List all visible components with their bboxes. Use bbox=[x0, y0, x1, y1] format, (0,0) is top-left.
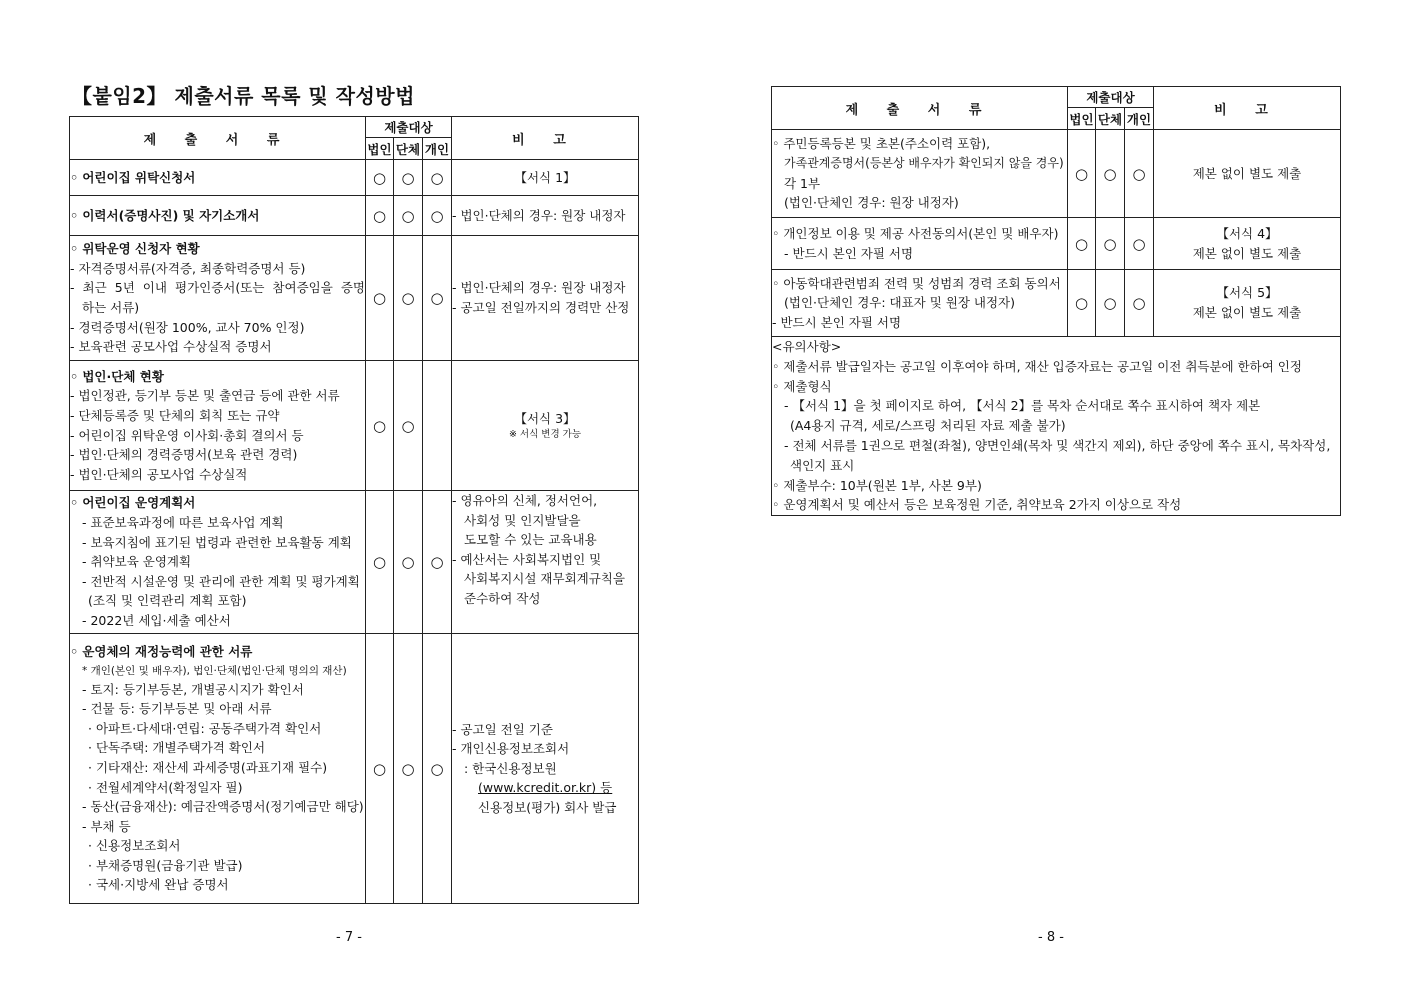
notes-cell bbox=[772, 337, 1341, 516]
note-cell bbox=[1154, 270, 1341, 337]
table-row bbox=[772, 337, 1341, 516]
doc-item bbox=[772, 270, 1068, 337]
note-line: ※ 서식 변경 가능 bbox=[508, 429, 582, 441]
mark-group: ○ bbox=[1096, 270, 1125, 337]
doc-item-line: - 경력증명서(원장 100%, 교사 70% 인정) bbox=[70, 319, 305, 335]
doc-item-line: - 법인정관, 등기부 등본 및 출연금 등에 관한 서류 bbox=[70, 388, 340, 404]
note-line: 제본 없이 별도 제출 bbox=[1192, 305, 1302, 320]
note-line: 도모할 수 있는 교육내용 bbox=[464, 532, 597, 548]
doc-item-line: - 전반적 시설운영 및 관리에 관한 계획 및 평가계획 bbox=[82, 573, 360, 589]
note-line: 【서식 4】 bbox=[1216, 225, 1278, 241]
note-cell bbox=[452, 361, 639, 491]
mark-individual: ○ bbox=[423, 491, 452, 634]
table-row bbox=[70, 236, 639, 361]
notes-line: (A4용지 규격, 세로/스프링 처리된 자료 제출 불가) bbox=[790, 418, 1066, 434]
doc-item-line: - 법인·단체의 공모사업 수상실적 bbox=[70, 466, 248, 482]
header-group: 단체 bbox=[1096, 108, 1125, 130]
note-line: : 한국신용정보원 bbox=[464, 760, 557, 776]
mark-corp: ○ bbox=[1068, 218, 1096, 270]
doc-item-line: · 아파트·다세대·연립: 공동주택가격 확인서 bbox=[88, 720, 322, 736]
note-cell bbox=[1154, 218, 1341, 270]
table-row bbox=[772, 218, 1341, 270]
mark-individual bbox=[423, 361, 452, 491]
doc-item-line: - 단체등록증 및 단체의 회칙 또는 규약 bbox=[70, 407, 280, 423]
doc-item-title: ◦ 이력서(증명사진) 및 자기소개서 bbox=[70, 196, 366, 236]
submission-documents-table bbox=[69, 116, 639, 904]
doc-item-line: - 표준보육과정에 따른 보육사업 계획 bbox=[82, 515, 284, 531]
doc-item bbox=[772, 218, 1068, 270]
header-corp: 법인 bbox=[1068, 108, 1096, 130]
notes-line: ◦ 운영계획서 및 예산서 등은 보육정원 기준, 취약보육 2가지 이상으로 작성 bbox=[772, 497, 1182, 513]
header-note: 비 고 bbox=[452, 117, 639, 160]
doc-item-title: ◦ 법인·단체 현황 bbox=[70, 368, 164, 384]
mark-individual: ○ bbox=[423, 196, 452, 236]
mark-group: ○ bbox=[1096, 130, 1125, 218]
mark-individual: ○ bbox=[423, 160, 452, 196]
doc-item-line: - 동산(금융재산): 예금잔액증명서(정기예금만 해당) bbox=[82, 799, 364, 815]
header-individual: 개인 bbox=[1125, 108, 1154, 130]
submission-documents-table-continued bbox=[771, 86, 1341, 516]
note-line: 제본 없이 별도 제출 bbox=[1192, 245, 1302, 261]
table-row bbox=[70, 160, 639, 196]
note-line: 사회성 및 인지발달을 bbox=[464, 512, 581, 528]
note-line: - 공고일 전일까지의 경력만 산정 bbox=[452, 300, 630, 315]
doc-item-line: - 자격증명서류(자격증, 최종학력증명서 등) bbox=[70, 260, 306, 276]
doc-item bbox=[70, 361, 366, 491]
header-group: 단체 bbox=[394, 138, 423, 160]
notes-line: 색인지 표시 bbox=[790, 457, 855, 473]
page-title: 【붙임2】 제출서류 목록 및 작성방법 bbox=[72, 84, 415, 108]
notes-line: ◦ 제출서류 발급일자는 공고일 이후여야 하며, 재산 입증자료는 공고일 이전 취득분에 한하여 인정 bbox=[772, 358, 1302, 374]
mark-individual: ○ bbox=[1125, 130, 1154, 218]
doc-item-title: ◦ 어린이집 운영계획서 bbox=[70, 495, 196, 511]
mark-individual: ○ bbox=[423, 634, 452, 904]
doc-item-line: · 신용정보조회서 bbox=[88, 838, 181, 854]
doc-item-line: - 법인·단체의 경력증명서(보육 관련 경력) bbox=[70, 447, 298, 463]
doc-item-subnote: * 개인(본인 및 배우자), 법인·단체(법인·단체 명의의 재산) bbox=[82, 664, 347, 677]
note-line: 사회복지시설 재무회계규칙을 bbox=[464, 571, 625, 587]
notes-heading: <유의사항> bbox=[772, 339, 842, 354]
doc-item bbox=[70, 634, 366, 904]
note-line: - 공고일 전일 기준 bbox=[452, 721, 553, 737]
doc-item-line: - 토지: 등기부등본, 개별공시지가 확인서 bbox=[82, 681, 304, 697]
notes-line: - 【서식 1】을 첫 페이지로 하여, 【서식 2】를 목차 순서대로 쪽수 표시하여 책자 제본 bbox=[784, 398, 1261, 414]
mark-group: ○ bbox=[394, 361, 423, 491]
table-row bbox=[70, 361, 639, 491]
table-row bbox=[772, 270, 1341, 337]
header-individual: 개인 bbox=[423, 138, 452, 160]
website-link[interactable]: (www.kcredit.or.kr) 등 bbox=[478, 780, 613, 796]
notes-line: ◦ 제출형식 bbox=[772, 378, 832, 394]
doc-item-line: - 보육관련 공모사업 수상실적 증명서 bbox=[70, 339, 272, 355]
header-target: 제출대상 bbox=[366, 117, 452, 138]
page-number-left: - 7 - bbox=[336, 930, 362, 945]
note-text: 【서식 1】 bbox=[452, 160, 639, 196]
doc-item-line: (조직 및 인력관리 계획 포함) bbox=[88, 593, 247, 609]
notes-line: - 전체 서류를 1권으로 편철(좌철), 양면인쇄(목차 및 색간지 제외), 하단 중앙에 쪽수 표시, 목차작성, bbox=[784, 437, 1331, 453]
note-cell bbox=[452, 634, 639, 904]
table-row bbox=[70, 196, 639, 236]
mark-group: ○ bbox=[394, 491, 423, 634]
doc-item-line: ◦ 개인정보 이용 및 제공 사전동의서(본인 및 배우자) bbox=[772, 225, 1059, 241]
header-documents: 제 출 서 류 bbox=[70, 117, 366, 160]
mark-corp: ○ bbox=[366, 634, 394, 904]
mark-group: ○ bbox=[394, 196, 423, 236]
header-target: 제출대상 bbox=[1068, 87, 1154, 108]
note-text: - 법인·단체의 경우: 원장 내정자 bbox=[452, 196, 639, 236]
doc-item bbox=[70, 491, 366, 634]
mark-corp: ○ bbox=[1068, 270, 1096, 337]
doc-item-line: · 기타재산: 재산세 과세증명(과표기재 필수) bbox=[88, 759, 328, 775]
doc-item-line: 가족관계증명서(등본상 배우자가 확인되지 않을 경우) bbox=[784, 155, 1064, 170]
page-number-right: - 8 - bbox=[1038, 930, 1064, 945]
doc-item-line: - 부채 등 bbox=[82, 818, 131, 834]
doc-item-title: ◦ 위탁운영 신청자 현황 bbox=[70, 241, 200, 257]
notes-line: ◦ 제출부수: 10부(원본 1부, 사본 9부) bbox=[772, 477, 982, 493]
doc-item-title: ◦ 운영체의 재정능력에 관한 서류 bbox=[70, 643, 253, 659]
mark-corp: ○ bbox=[366, 361, 394, 491]
note-text: 제본 없이 별도 제출 bbox=[1154, 130, 1341, 218]
doc-item-line: · 부채증명원(금융기관 발급) bbox=[88, 857, 243, 873]
note-cell bbox=[452, 236, 639, 361]
doc-item-line: - 건물 등: 등기부등본 및 아래 서류 bbox=[82, 701, 272, 717]
doc-item-line: 하는 서류) bbox=[82, 300, 140, 315]
doc-item-line: · 전월세계약서(확정일자 필) bbox=[88, 779, 243, 795]
doc-item-line: ◦ 주민등록등본 및 초본(주소이력 포함), bbox=[772, 136, 991, 152]
table-row bbox=[772, 130, 1341, 218]
doc-item-line: - 어린이집 위탁운영 이사회·총회 결의서 등 bbox=[70, 427, 304, 443]
mark-corp: ○ bbox=[366, 196, 394, 236]
mark-group: ○ bbox=[1096, 218, 1125, 270]
doc-item-title: ◦ 어린이집 위탁신청서 bbox=[70, 160, 366, 196]
doc-item-line: - 최근 5년 이내 평가인증서(또는 참여증임을 증명 bbox=[70, 280, 365, 296]
mark-individual: ○ bbox=[1125, 218, 1154, 270]
note-line: 신용정보(평가) 회사 발급 bbox=[478, 799, 617, 815]
note-cell bbox=[452, 491, 639, 634]
header-corp: 법인 bbox=[366, 138, 394, 160]
doc-item-line: - 반드시 본인 자필 서명 bbox=[772, 314, 902, 330]
doc-item-line: (법인·단체인 경우: 원장 내정자) bbox=[784, 195, 959, 211]
mark-group: ○ bbox=[394, 236, 423, 361]
doc-item bbox=[70, 236, 366, 361]
doc-item-line: · 단독주택: 개별주택가격 확인서 bbox=[88, 740, 266, 756]
note-line: 준수하여 작성 bbox=[464, 590, 541, 606]
mark-group: ○ bbox=[394, 634, 423, 904]
doc-item-line: 각 1부 bbox=[784, 175, 821, 191]
mark-individual: ○ bbox=[1125, 270, 1154, 337]
note-line: - 영유아의 신체, 정서언어, bbox=[452, 493, 598, 508]
mark-corp: ○ bbox=[366, 160, 394, 196]
note-line: 【서식 5】 bbox=[1216, 285, 1278, 301]
doc-item-line: - 반드시 본인 자필 서명 bbox=[784, 245, 914, 261]
mark-group: ○ bbox=[394, 160, 423, 196]
note-line: - 예산서는 사회복지법인 및 bbox=[452, 551, 602, 567]
note-line: - 개인신용정보조회서 bbox=[452, 741, 570, 757]
doc-item-line: - 보육지침에 표기된 법령과 관련한 보육활동 계획 bbox=[82, 534, 352, 550]
table-row bbox=[70, 634, 639, 904]
header-documents: 제 출 서 류 bbox=[772, 87, 1068, 130]
mark-corp: ○ bbox=[366, 491, 394, 634]
note-line: - 법인·단체의 경우: 원장 내정자 bbox=[452, 280, 626, 296]
doc-item-line: ◦ 아동학대관련범죄 전력 및 성범죄 경력 조회 동의서 bbox=[772, 275, 1061, 291]
doc-item-line: (법인·단체인 경우: 대표자 및 원장 내정자) bbox=[784, 295, 1016, 311]
doc-item bbox=[772, 130, 1068, 218]
header-note: 비 고 bbox=[1154, 87, 1341, 130]
doc-item-line: - 2022년 세입·세출 예산서 bbox=[82, 612, 231, 628]
mark-corp: ○ bbox=[366, 236, 394, 361]
mark-corp: ○ bbox=[1068, 130, 1096, 218]
doc-item-line: - 취약보육 운영계획 bbox=[82, 554, 192, 570]
doc-item-line: · 국세·지방세 완납 증명서 bbox=[88, 877, 229, 893]
note-line: 【서식 3】 bbox=[514, 410, 576, 426]
mark-individual: ○ bbox=[423, 236, 452, 361]
table-row bbox=[70, 491, 639, 634]
